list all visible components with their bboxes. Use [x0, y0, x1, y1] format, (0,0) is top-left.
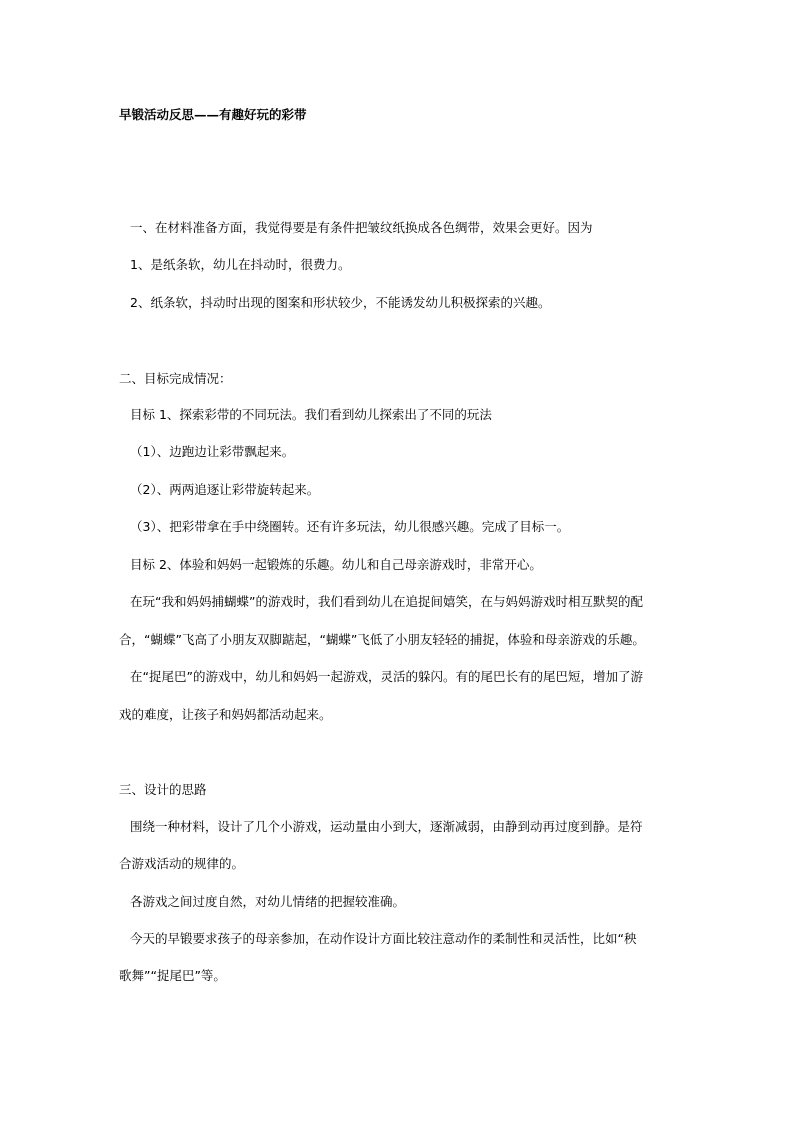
section3-heading: 三、设计的思路	[119, 782, 207, 797]
goal-1: 目标 1、探索彩带的不同玩法。我们看到幼儿探索出了不同的玩法	[130, 407, 492, 422]
paragraph-line: 戏的难度，让孩子和妈妈都活动起来。	[119, 707, 332, 722]
goal-1-item-3: （3）、把彩带拿在手中绕圈转。还有许多玩法，幼儿很感兴趣。完成了目标一。	[130, 519, 570, 534]
section1-item-2: 2、纸条软，抖动时出现的图案和形状较少，不能诱发幼儿积极探索的兴趣。	[130, 295, 551, 310]
section2-heading: 二、目标完成情况：	[119, 371, 232, 386]
paragraph-line: 今天的早锻要求孩子的母亲参加，在动作设计方面比较注意动作的柔制性和灵活性，比如“秧	[130, 931, 637, 946]
section1-intro: 一、在材料准备方面，我觉得要是有条件把皱纹纸换成各色绸带，效果会更好。因为	[130, 220, 593, 235]
section1-item-1: 1、是纸条软，幼儿在抖动时，很费力。	[130, 257, 351, 272]
paragraph-line: 合游戏活动的规律的。	[119, 856, 245, 871]
goal-1-item-2: （2）、两两追逐让彩带旋转起来。	[130, 482, 320, 497]
paragraph-line: 各游戏之间过度自然，对幼儿情绪的把握较准确。	[130, 894, 406, 909]
goal-2: 目标 2、体验和妈妈一起锻炼的乐趣。幼儿和自己母亲游戏时，非常开心。	[130, 557, 542, 572]
document-title: 早锻活动反思——有趣好玩的彩带	[119, 107, 307, 122]
paragraph-line: 在玩“我和妈妈捕蝴蝶”的游戏时，我们看到幼儿在追捉间嬉笑，在与妈妈游戏时相互默契的配	[130, 594, 643, 609]
paragraph-line: 歌舞”“捉尾巴”等。	[119, 968, 226, 983]
paragraph-line: 在“捉尾巴”的游戏中，幼儿和妈妈一起游戏，灵活的躲闪。有的尾巴长有的尾巴短，增加了游	[130, 669, 643, 684]
paragraph-line: 合，“蝴蝶”飞高了小朋友双脚踮起，“蝴蝶”飞低了小朋友轻轻的捕捉，体验和母亲游戏的乐趣。	[119, 632, 645, 647]
paragraph-line: 围绕一种材料，设计了几个小游戏，运动量由小到大，逐渐减弱，由静到动再过度到静。是符	[130, 819, 643, 834]
goal-1-item-1: （1）、边跑边让彩带飘起来。	[130, 444, 295, 459]
